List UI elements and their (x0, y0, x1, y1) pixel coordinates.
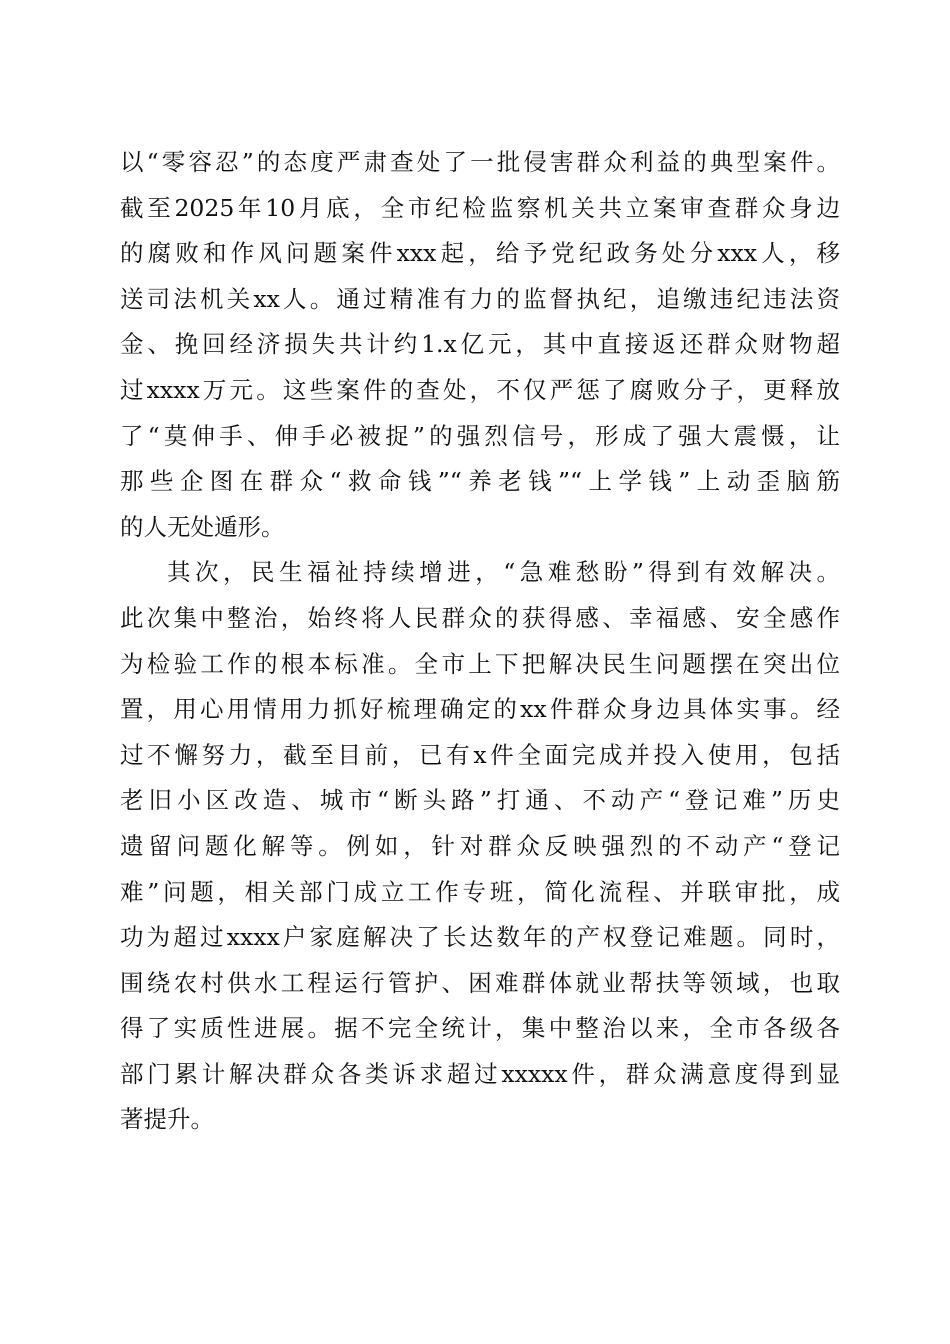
text-line: 截至2025年10月底，全市纪检监察机关共立案审查群众身边 (120, 193, 840, 222)
text-line: 金、挽回经济损失共计约1.x亿元，其中直接返还群众财物超 (120, 330, 840, 359)
text-line: 功为超过xxxx户家庭解决了长达数年的产权登记难题。同时， (120, 923, 840, 952)
text-line: 其次，民生福祉持续增进，“急难愁盼”得到有效解决。 (167, 558, 840, 587)
text-line: 置，用心用情用力抓好梳理确定的xx件群众身边具体实事。经 (120, 695, 840, 724)
text-line: 那些企图在群众“救命钱”“养老钱”“上学钱”上动歪脑筋 (120, 467, 840, 496)
text-line: 此次集中整治，始终将人民群众的获得感、幸福感、安全感作 (120, 603, 840, 632)
text-line: 老旧小区改造、城市“断头路”打通、不动产“登记难”历史 (120, 786, 840, 815)
text-line: 遗留问题化解等。例如，针对群众反映强烈的不动产“登记 (120, 831, 840, 860)
text-line: 围绕农村供水工程运行管护、困难群体就业帮扶等领域，也取 (120, 968, 840, 997)
text-line: 得了实质性进展。据不完全统计，集中整治以来，全市各级各 (120, 1014, 840, 1043)
paragraph (120, 550, 840, 1143)
text-line: 为检验工作的根本标准。全市上下把解决民生问题摆在突出位 (120, 649, 840, 678)
text-line: 部门累计解决群众各类诉求超过xxxxx件，群众满意度得到显 (120, 1059, 840, 1088)
text-line: 以“零容忍”的态度严肃查处了一批侵害群众利益的典型案件。 (120, 148, 840, 176)
text-line: 难”问题，相关部门成立工作专班，简化流程、并联审批，成 (120, 877, 840, 906)
text-line: 著提升。 (120, 1105, 214, 1134)
text-line: 过不懈努力，截至目前，已有x件全面完成并投入使用，包括 (120, 740, 840, 769)
paragraph (120, 140, 840, 550)
text-line: 的人无处遁形。 (120, 512, 285, 541)
text-line: 的腐败和作风问题案件xxx起，给予党纪政务处分xxx人，移 (120, 239, 840, 268)
text-line: 送司法机关xx人。通过精准有力的监督执纪，追缴违纪违法资 (120, 284, 840, 313)
text-line: 了“莫伸手、伸手必被捉”的强烈信号，形成了强大震慑，让 (120, 421, 840, 450)
body-text (120, 140, 840, 1143)
text-line: 过xxxx万元。这些案件的查处，不仅严惩了腐败分子，更释放 (120, 375, 840, 404)
